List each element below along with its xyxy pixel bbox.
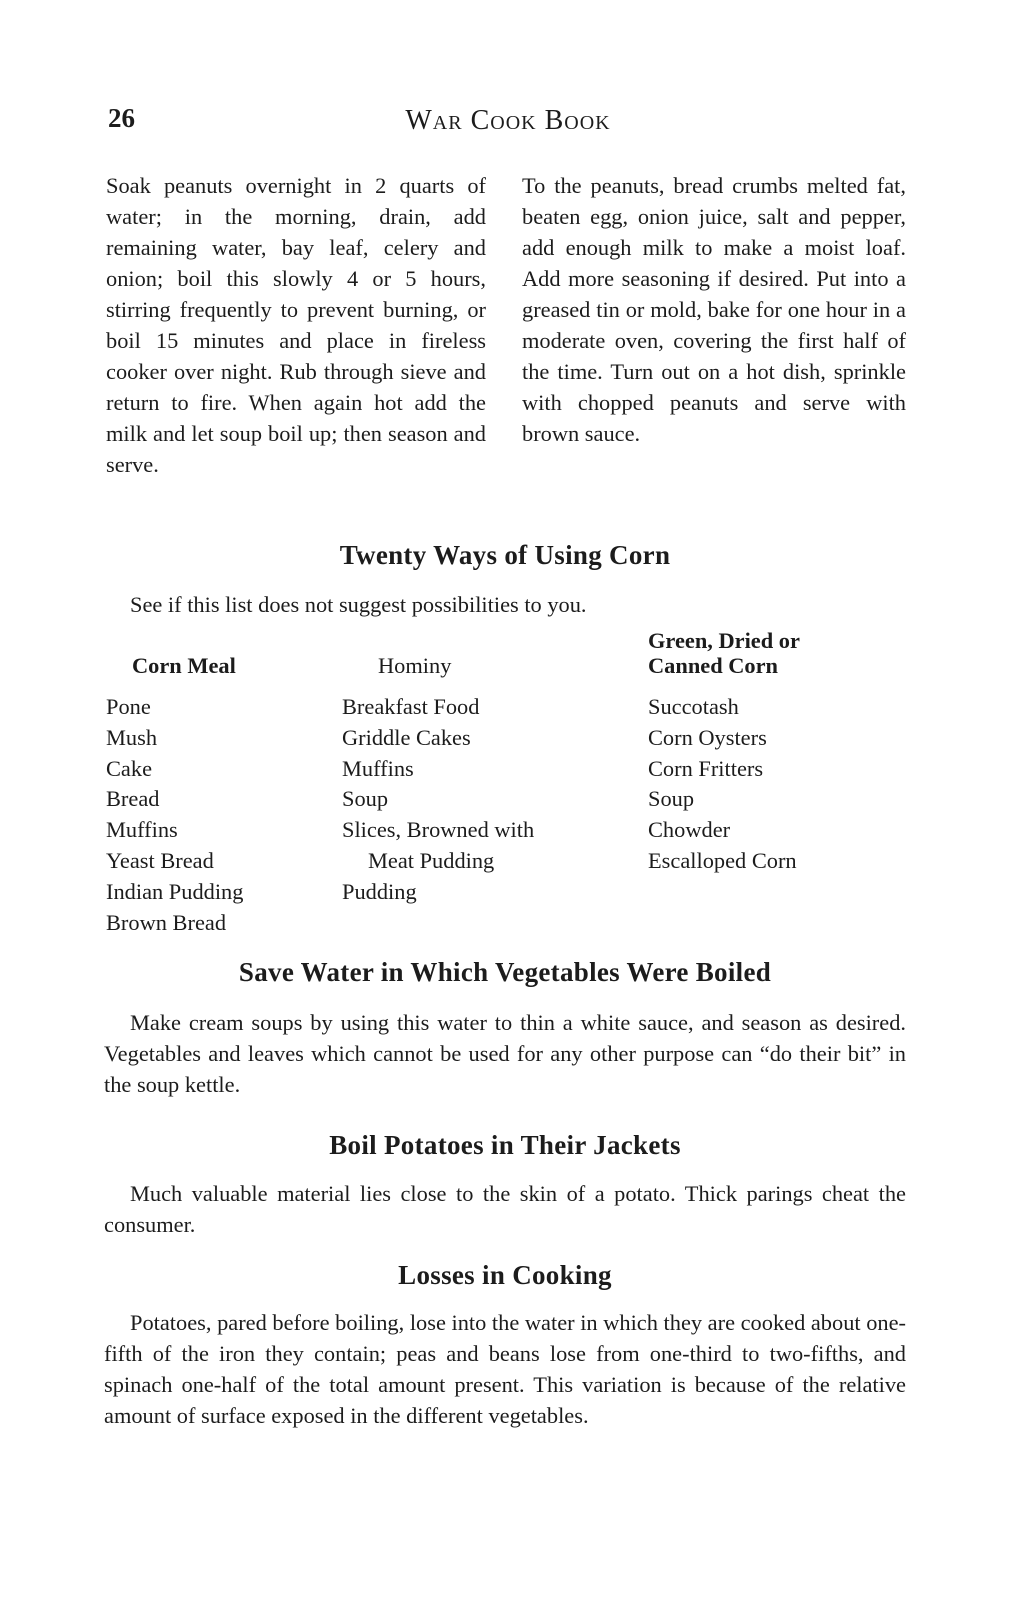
list-item: Pone: [106, 694, 151, 719]
hominy-column: [342, 628, 534, 908]
list-item: Muffins: [342, 755, 414, 781]
list-item: Yeast Bread: [106, 847, 214, 873]
list-item: Mush: [106, 724, 158, 750]
corn-meal-list: [106, 692, 243, 938]
list-item: Soup: [648, 786, 695, 812]
list-item: Breakfast Food: [342, 694, 480, 719]
list-item: Meat Pudding: [368, 847, 495, 873]
recipe-left-column: Soak peanuts overnight in 2 quarts of water; in the morning, drain, add remaining water, bay leaf, celery and onion; boil this slowly 4 or 5 hours, stirring frequently to prevent burning, or boil 15 minutes and place in fireless cooker over night. Rub through sieve and return to fire. When again hot add the milk and let soup boil up; then season and serve.: [106, 173, 486, 477]
running-title: [108, 105, 908, 137]
list-item: Slices, Browned with: [342, 817, 535, 843]
water-section-heading: Save Water in Which Vegetables Were Boiled: [238, 957, 772, 987]
list-item: Soup: [342, 786, 389, 812]
corn-meal-heading: Corn Meal: [132, 653, 236, 678]
list-item: Muffins: [106, 817, 178, 843]
list-item: Succotash: [648, 694, 739, 719]
list-item: Escalloped Corn: [648, 847, 797, 873]
green-corn-column: [648, 628, 848, 877]
green-corn-heading: Green, Dried or Canned Corn: [648, 628, 800, 678]
list-item: Griddle Cakes: [342, 724, 471, 750]
potatoes-section-heading: Boil Potatoes in Their Jackets: [329, 1130, 681, 1160]
corn-section-heading: Twenty Ways of Using Corn: [339, 540, 671, 570]
hominy-heading: Hominy: [378, 653, 452, 678]
running-title-text: War Cook Book: [405, 105, 611, 136]
water-section-body: Make cream soups by using this water to thin a white sauce, and season as desired. Vegetables and leaves which cannot be used for any other purpose can “do their bit” in the soup kettle.: [104, 1010, 906, 1097]
corn-section-intro: See if this list does not suggest possibilities to you.: [130, 592, 587, 617]
losses-section-heading: Losses in Cooking: [398, 1260, 612, 1290]
page-number: 26: [108, 103, 135, 133]
corn-meal-column: [106, 628, 243, 938]
list-item: Corn Oysters: [648, 724, 767, 750]
list-item: Pudding: [342, 878, 417, 904]
list-item: Brown Bread: [106, 909, 227, 935]
list-item: Indian Pudding: [106, 878, 244, 904]
list-item: Corn Fritters: [648, 755, 764, 781]
recipe-right-column: To the peanuts, bread crumbs melted fat, beaten egg, onion juice, salt and pepper, add enough milk to make a moist loaf. Add more seasoning if desired. Put into a greased tin or mold, bake for one hour in a moderate oven, covering the first half of the time. Turn out on a hot dish, sprinkle with chopped peanuts and serve with brown sauce.: [522, 173, 906, 446]
list-item: Cake: [106, 755, 153, 781]
page-header: [108, 103, 908, 143]
potatoes-section-body: Much valuable material lies close to the skin of a potato. Thick parings cheat the consumer.: [104, 1181, 906, 1237]
hominy-list: [342, 692, 534, 908]
green-corn-list: [648, 692, 848, 877]
losses-section-body: Potatoes, pared before boiling, lose into the water in which they are cooked about one-fifth of the iron they contain; peas and beans lose from one-third to two-fifths, and spinach one-half of the total amount present. This variation is because of the relative amount of surface exposed in the different vegetables.: [104, 1310, 906, 1428]
list-item: Bread: [106, 786, 160, 812]
list-item: Chowder: [648, 817, 731, 843]
